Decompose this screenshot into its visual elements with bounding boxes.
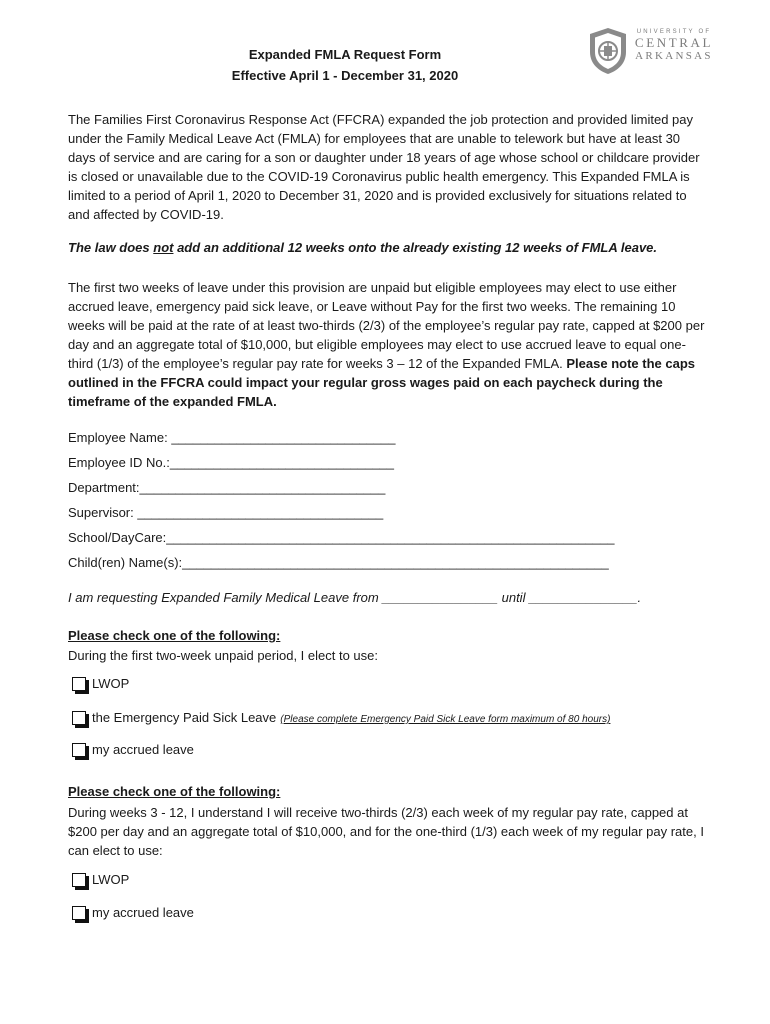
- option-accrued-leave-first-two-weeks[interactable]: [72, 742, 194, 757]
- department-field[interactable]: Department:__________________________________: [68, 480, 386, 495]
- checkbox[interactable]: [72, 743, 86, 757]
- option-label: the Emergency Paid Sick Leave: [92, 710, 277, 725]
- leave-info-paragraph: [68, 278, 708, 411]
- law-statement-part1: The law does: [68, 240, 154, 255]
- leave-info-text: The first two weeks of leave under this provision are unpaid but eligible employees may elect to use either accrued leave, emergency paid sick leave, or Leave without Pay for the first two weeks. The remaining 10 weeks will be paid at the rate of at least two-thirds (2/3) of the employee’s regular pay rate, capped at $200 per day and an aggregate total of $10,000, but eligible employees may elect to use accrued leave to equal one-third (1/3) of the employee’s regular pay rate for weeks 3 – 12 of the Expanded FMLA.: [68, 280, 705, 371]
- logo-line-arkansas: ARKANSAS: [635, 50, 713, 62]
- law-statement-part3: add an additional 12 weeks onto the already existing 12 weeks of FMLA leave.: [173, 240, 658, 255]
- shield-crest-icon: [586, 26, 630, 76]
- checkbox[interactable]: [72, 873, 86, 887]
- section2-heading: Please check one of the following:: [68, 784, 281, 799]
- option-lwop-weeks-3-12[interactable]: [72, 872, 129, 887]
- supervisor-field[interactable]: Supervisor: __________________________________: [68, 505, 384, 520]
- leave-date-range-request[interactable]: I am requesting Expanded Family Medical Leave from ________________ until _______________.: [68, 590, 642, 605]
- children-names-field[interactable]: Child(ren) Name(s):___________________________________________________________: [68, 555, 609, 570]
- section1-heading: Please check one of the following:: [68, 628, 281, 643]
- checkbox[interactable]: [72, 711, 86, 725]
- law-statement-emphasis: not: [153, 240, 174, 255]
- employee-fields: [68, 428, 708, 578]
- intro-paragraph: The Families First Coronavirus Response Act (FFCRA) expanded the job protection and provided limited pay under the Family Medical Leave Act (FMLA) for employees that are unable to telework but have at least 30 days of service and are caring for a son or daughter under 18 years of age whose school or childcare provider is closed or unavailable due to the COVID-19 Coronavirus public health emergency. This Expanded FMLA is limited to a period of April 1, 2020 to December 31, 2020 and is provided exclusively for situations related to and affected by COVID-19.: [68, 112, 700, 222]
- employee-id-field[interactable]: Employee ID No.:_______________________________: [68, 455, 395, 470]
- logo-line-central: CENTRAL: [634, 35, 714, 50]
- option-emergency-paid-sick-leave[interactable]: [72, 710, 610, 725]
- form-title: Expanded FMLA Request Form: [248, 47, 442, 62]
- option-lwop-first-two-weeks[interactable]: [72, 676, 129, 691]
- leave-info-caps-note: Please note the caps outlined in the FFCRA could impact your regular gross wages paid on each paycheck during the timeframe of the expanded FMLA.: [68, 356, 695, 409]
- employee-name-field[interactable]: Employee Name: _______________________________: [68, 430, 396, 445]
- option-label: LWOP: [92, 676, 130, 691]
- option-label: my accrued leave: [92, 905, 194, 920]
- checkbox[interactable]: [72, 906, 86, 920]
- option-label: my accrued leave: [92, 742, 194, 757]
- section1-instructions: During the first two-week unpaid period, I elect to use:: [68, 648, 378, 663]
- section2-instructions: During weeks 3 - 12, I understand I will receive two-thirds (2/3) each week of my regular pay rate, capped at $200 per day and an aggregate total of $10,000, and for the one-third (1/3) each week of my regular pay rate, I can elect to use:: [68, 805, 704, 858]
- checkbox[interactable]: [72, 677, 86, 691]
- university-logo: [586, 26, 714, 78]
- form-effective-dates: Effective April 1 - December 31, 2020: [231, 68, 459, 83]
- logo-wordmark: [634, 28, 714, 62]
- option-label: LWOP: [92, 872, 130, 887]
- law-statement: [68, 240, 657, 255]
- option-accrued-leave-weeks-3-12[interactable]: [72, 905, 194, 920]
- option-note: (Please complete Emergency Paid Sick Leave form maximum of 80 hours): [280, 714, 611, 725]
- logo-line-university: UNIVERSITY OF: [636, 29, 712, 35]
- school-daycare-field[interactable]: School/DayCare:______________________________________________________________: [68, 530, 615, 545]
